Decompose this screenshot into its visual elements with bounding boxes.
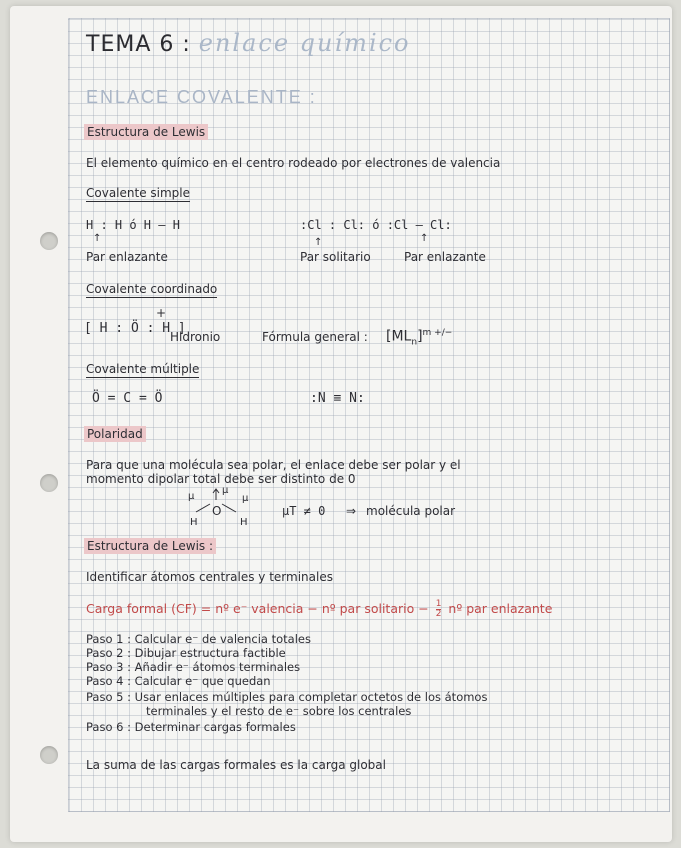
section-title: ENLACE COVALENTE : bbox=[86, 87, 317, 107]
formal-charge-text: Carga formal (CF) = nº e⁻ valencia − nº par solitario − bbox=[86, 601, 429, 616]
general-formula bbox=[386, 326, 452, 349]
label-pair-lone: Par solitario bbox=[300, 250, 371, 264]
polaridad-heading: Polaridad bbox=[84, 426, 146, 442]
formal-charge-formula bbox=[86, 600, 552, 619]
lewis-step-continuation: terminales y el resto de e⁻ sobre los centrales bbox=[146, 704, 412, 718]
water-oxygen: O bbox=[212, 504, 222, 518]
simple-heading: Covalente simple bbox=[86, 186, 191, 200]
formula-co2: Ö = C = Ö bbox=[92, 391, 163, 406]
lewis-step: Paso 2 : Dibujar estructura factible bbox=[86, 646, 286, 660]
binder-hole bbox=[40, 474, 58, 492]
coordinado-heading: Covalente coordinado bbox=[86, 282, 218, 296]
multiple-heading: Covalente múltiple bbox=[86, 362, 200, 376]
formula-n2: :N ≡ N: bbox=[310, 391, 365, 406]
general-formula-close: ] bbox=[417, 328, 423, 345]
arrow-up-icon: ↑ bbox=[420, 233, 429, 244]
general-formula-label: Fórmula general : bbox=[262, 330, 368, 344]
lewis-step: Paso 5 : Usar enlaces múltiples para completar octetos de los átomos bbox=[86, 690, 488, 704]
label-pair-bonding-2: Par enlazante bbox=[404, 250, 486, 264]
lewis-step: Paso 6 : Determinar cargas formales bbox=[86, 720, 296, 734]
title-prefix: TEMA 6 : bbox=[86, 32, 191, 57]
arrow-up-icon: ↑ bbox=[93, 233, 102, 244]
hydronium-charge: + bbox=[156, 306, 167, 320]
mu-label: μ bbox=[188, 491, 195, 502]
formal-charge-tail: nº par enlazante bbox=[448, 601, 553, 616]
water-hydrogen: H bbox=[190, 517, 198, 528]
hydronium-formula: [ H : Ö : H ] bbox=[84, 321, 186, 336]
fraction-denominator: 2 bbox=[435, 609, 442, 619]
lewis-definition: El elemento químico en el centro rodeado por electrones de valencia bbox=[86, 156, 501, 170]
binder-hole bbox=[40, 232, 58, 250]
dipole-arrows-icon bbox=[186, 486, 258, 526]
hydronium-label: Hidronio bbox=[170, 330, 221, 344]
simple-formula-left: H : H ó H — H bbox=[86, 218, 180, 232]
mu-label: μ bbox=[242, 493, 249, 504]
title-accent: enlace químico bbox=[198, 29, 411, 57]
page-title bbox=[86, 30, 411, 58]
arrow-up-icon: ↑ bbox=[314, 237, 323, 248]
polaridad-result: molécula polar bbox=[366, 504, 456, 518]
implies-icon: ⇒ bbox=[346, 504, 357, 518]
formal-fraction bbox=[436, 600, 442, 619]
mu-label: μ bbox=[222, 485, 229, 496]
lewis-step: Paso 3 : Añadir e⁻ átomos terminales bbox=[86, 660, 301, 674]
lewis-step: Paso 4 : Calcular e⁻ que quedan bbox=[86, 674, 271, 688]
water-hydrogen: H bbox=[240, 517, 248, 528]
lewis-steps-heading: Estructura de Lewis : bbox=[84, 538, 216, 554]
binder-hole bbox=[40, 746, 58, 764]
general-formula-sup: m +/− bbox=[422, 328, 453, 338]
lewis-heading: Estructura de Lewis bbox=[84, 124, 208, 140]
mu-total: μT ≠ 0 bbox=[282, 504, 326, 518]
fraction-numerator: 1 bbox=[435, 599, 442, 609]
simple-formula-right: :Cl : Cl: ó :Cl — Cl: bbox=[300, 218, 452, 232]
general-formula-open: [ML bbox=[386, 328, 412, 345]
lewis-summary: La suma de las cargas formales es la carga global bbox=[86, 758, 386, 772]
general-formula-sub: n bbox=[411, 337, 418, 348]
identify-text: Identificar átomos centrales y terminales bbox=[86, 570, 333, 584]
polaridad-text-line1: Para que una molécula sea polar, el enlace debe ser polar y el bbox=[86, 458, 461, 472]
polaridad-text-line2: momento dipolar total debe ser distinto de 0 bbox=[86, 472, 356, 486]
label-pair-bonding: Par enlazante bbox=[86, 250, 168, 264]
lewis-step: Paso 1 : Calcular e⁻ de valencia totales bbox=[86, 632, 311, 646]
